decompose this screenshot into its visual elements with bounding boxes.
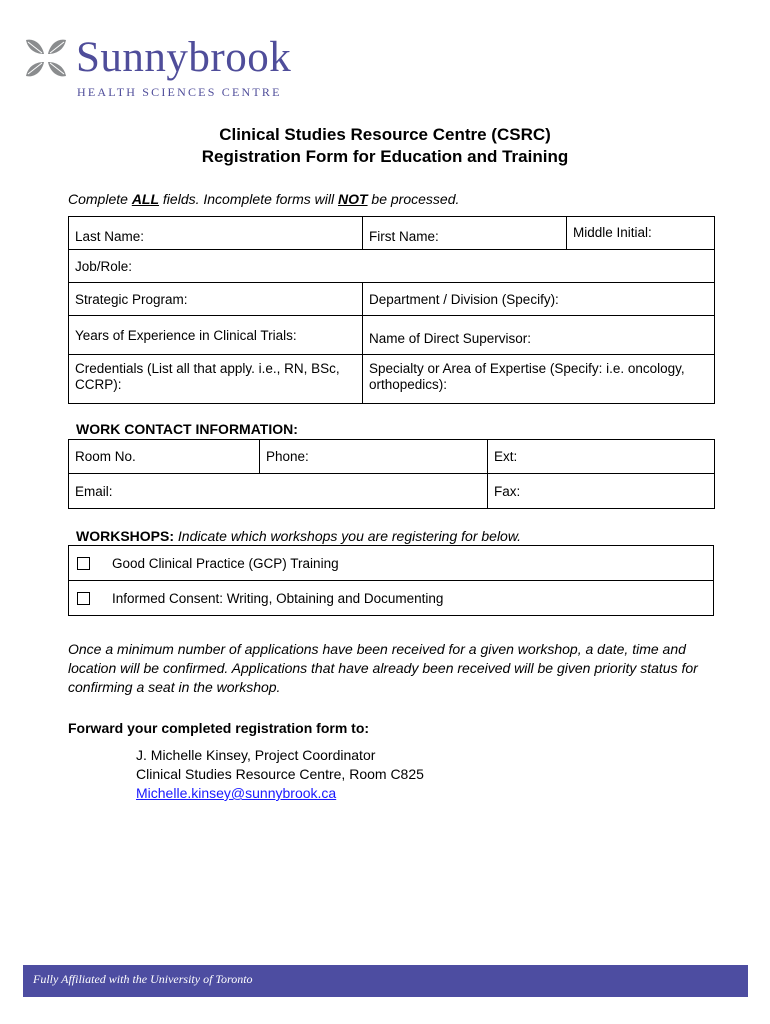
department-field[interactable]: Department / Division (Specify): xyxy=(363,283,715,316)
form-title-line2: Registration Form for Education and Training xyxy=(201,147,569,166)
contact-table xyxy=(68,439,715,509)
consent-checkbox[interactable] xyxy=(77,592,90,605)
forward-address xyxy=(136,746,424,803)
credentials-field[interactable]: Credentials (List all that apply. i.e., RN, BSc, CCRP): xyxy=(69,355,363,404)
contact-heading: WORK CONTACT INFORMATION: xyxy=(76,421,298,437)
first-name-field[interactable]: First Name: xyxy=(363,217,567,250)
contact-email-link[interactable]: Michelle.kinsey@sunnybrook.ca xyxy=(136,785,337,801)
last-name-field[interactable]: Last Name: xyxy=(69,217,363,250)
specialty-field[interactable]: Specialty or Area of Expertise (Specify: i.e. oncology, orthopedics): xyxy=(363,355,715,404)
ext-field[interactable]: Ext: xyxy=(488,440,715,474)
personal-info-table xyxy=(68,216,715,404)
fax-field[interactable]: Fax: xyxy=(488,474,715,509)
workshops-table xyxy=(68,545,714,616)
middle-initial-field[interactable]: Middle Initial: xyxy=(567,217,715,250)
workshop-item: Informed Consent: Writing, Obtaining and Documenting xyxy=(69,581,714,616)
confirmation-note: Once a minimum number of applications have been received for a given workshop, a date, time and location will be confirmed. Applications that have already been received will be given priority status for confirming a seat in the workshop. xyxy=(68,641,698,695)
logo-wordmark: Sunnybrook xyxy=(76,34,292,81)
years-experience-field[interactable]: Years of Experience in Clinical Trials: xyxy=(69,316,363,355)
form-instruction: Complete ALL fields. Incomplete forms will NOT be processed. xyxy=(68,191,460,207)
forward-heading: Forward your completed registration form to: xyxy=(68,720,370,736)
workshop-item: Good Clinical Practice (GCP) Training xyxy=(69,546,714,581)
contact-name: J. Michelle Kinsey, Project Coordinator xyxy=(136,747,376,763)
footer-text: Fully Affiliated with the University of Toronto xyxy=(33,972,253,986)
logo-subtitle: HEALTH SCIENCES CENTRE xyxy=(77,85,282,99)
form-title-line1: Clinical Studies Resource Centre (CSRC) xyxy=(219,125,551,144)
sunnybrook-leaf-logo-icon xyxy=(24,36,68,80)
gcp-checkbox[interactable] xyxy=(77,557,90,570)
footer-bar xyxy=(23,965,748,997)
room-field[interactable]: Room No. xyxy=(69,440,260,474)
job-role-field[interactable]: Job/Role: xyxy=(69,250,715,283)
supervisor-field[interactable]: Name of Direct Supervisor: xyxy=(363,316,715,355)
contact-address: Clinical Studies Resource Centre, Room C825 xyxy=(136,766,424,782)
phone-field[interactable]: Phone: xyxy=(260,440,488,474)
workshops-heading: WORKSHOPS: Indicate which workshops you are registering for below. xyxy=(76,528,522,544)
strategic-program-field[interactable]: Strategic Program: xyxy=(69,283,363,316)
email-field[interactable]: Email: xyxy=(69,474,488,509)
